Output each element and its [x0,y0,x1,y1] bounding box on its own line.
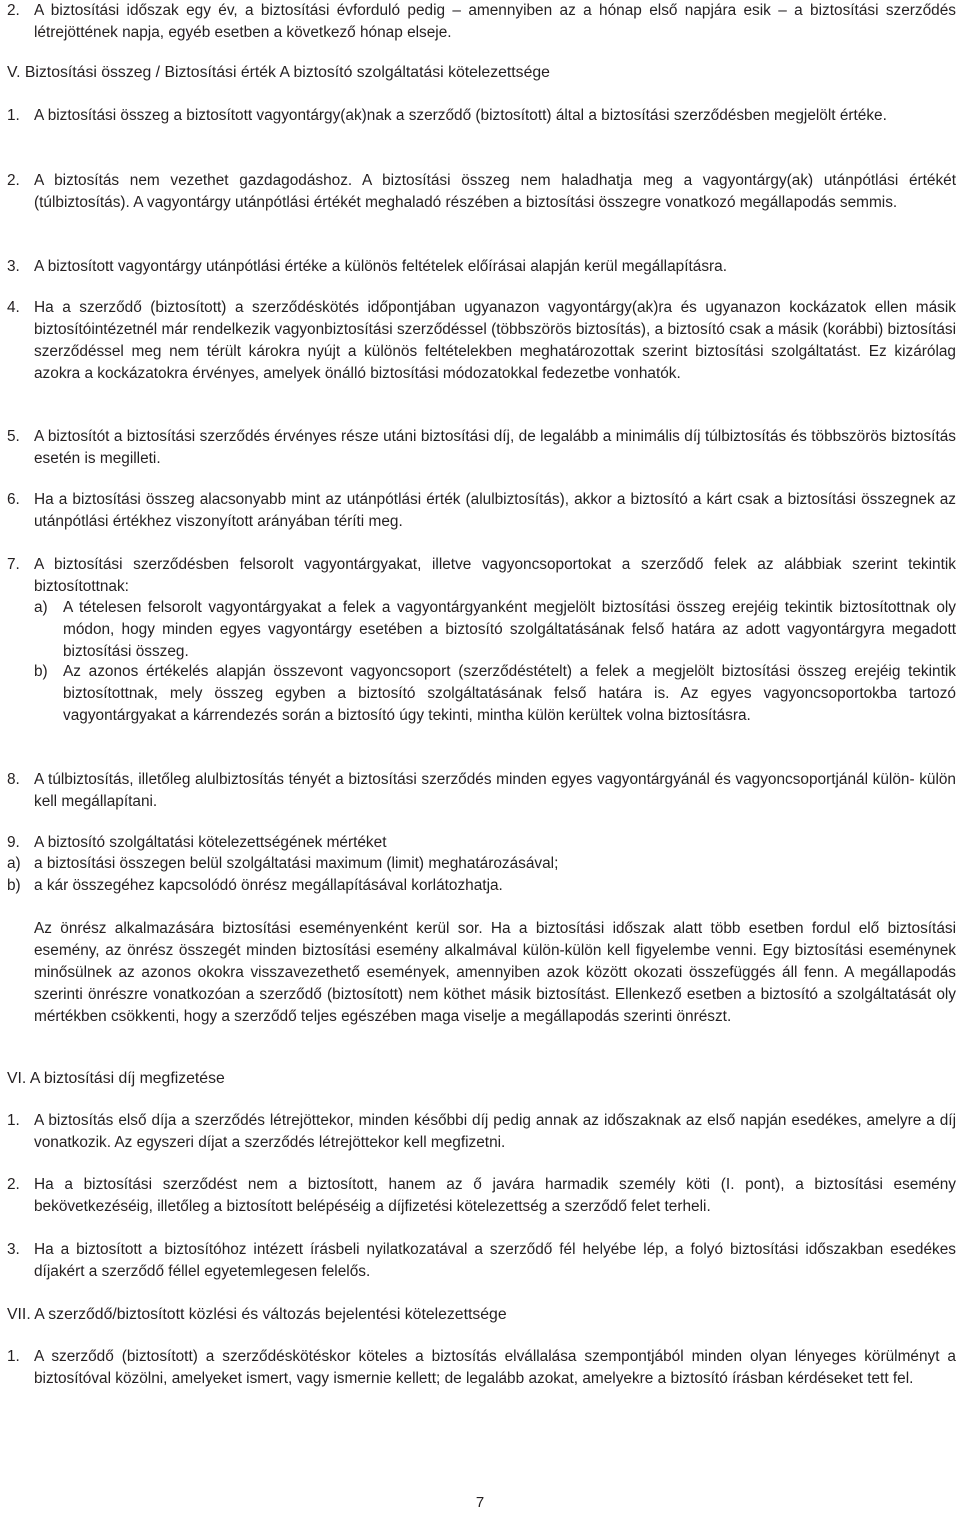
item-text: A biztosítás nem vezethet gazdagodáshoz. A biztosítási összeg nem haladhatja meg a vagyontárgy(ak) utánpótlási értékét (túlbiztosítás). A vagyontárgy utánpótlási értékét meghaladó részében a biztosítási összegre vonatkozó megállapodás semmis. [34,172,956,211]
section-v-item-7a [0,597,960,663]
item-text: Az azonos értékelés alapján összevont vagyoncsoport (szerződéstételt) a felek a megjelölt biztosítási összeg erejéig tekintik biztosítottnak, mely összeg egyben a biztosító szolgáltatásának felső határa is. Az egyes vagyoncsoportokba tartozó vagyontárgyakat a kárrendezés során a biztosító úgy tekinti, mintha külön kerültek volna biztosításra. [63,663,956,724]
item-text: Ha a szerződő (biztosított) a szerződéskötés időpontjában ugyanazon vagyontárgy(ak)ra és ugyanazon kockázatok ellen másik biztosítóintézetnél már rendelkezik vagyonbiztosítási szerződéssel (többszörös biztosítás), a biztosító csak a másik (korábbi) biztosítási szerződéssel meg nem térült károkra nyújt a különös feltételekben meghatározottak szerint biztosítási szolgáltatást. Ez kizárólag azokra a kockázatokra érvényes, amelyek önálló biztosítási módozatokkal fedezetbe vonhatók. [34,299,956,382]
item-number: 3. [7,1241,20,1258]
section-v-item-9 [0,832,960,854]
item-number: 6. [7,491,20,508]
section-vi-item-1 [0,1110,960,1154]
item-number: 1. [7,107,20,124]
item-text: A túlbiztosítás, illetőleg alulbiztosítás tényét a biztosítási szerződés minden egyes vagyontárgyánál és vagyoncsoportjánál külön- külön kell megállapítani. [34,771,956,810]
section-v-deductible-paragraph [0,918,960,1028]
item-number: 8. [7,771,20,788]
item-number: 1. [7,1112,20,1129]
item-text: Ha a biztosítási összeg alacsonyabb mint az utánpótlási érték (alulbiztosítás), akkor a biztosító a kárt csak a biztosítási összegnek az utánpótlási értékhez viszonyított arányában téríti meg. [34,491,956,530]
section-vi-item-3 [0,1239,960,1283]
item-number: 4. [7,299,20,316]
section-vi-item-2 [0,1174,960,1218]
paragraph-text: Az önrész alkalmazására biztosítási eseményenként kerül sor. Ha a biztosítási időszak alatt több esetben fordul elő biztosítási esemény, az önrész összegét minden biztosítási esemény alkalmával külön-külön kell figyelembe venni. Egy biztosítási eseménynek minősülnek az azonos okokra visszavezethető események, amennyiben azok között okozati összefüggés áll fenn. A megállapodás szerinti önrészre vonatkozóan a szerződő (biztosított) nem köthet másik biztosítást. Ellenkező esetben a biztosító a szolgáltatását oly mértékben csökkenti, hogy a szerződő teljes egészében maga viselje a megállapodás szerinti önrészt. [34,920,956,1025]
item-number: 2. [7,172,20,189]
section-v-item-4 [0,297,960,385]
section-v-item-5 [0,426,960,470]
item-number: 1. [7,1348,20,1365]
section-vi-heading [0,1068,960,1090]
item-letter: b) [7,877,21,894]
item-letter: b) [34,663,48,680]
item-text: Ha a biztosítási szerződést nem a biztosított, hanem az ő javára harmadik személy köti (I. pont), a biztosítási esemény bekövetkezéséig, illetőleg a biztosított belépéséig a díjfizetési kötelezettség a szerződő felet terheli. [34,1176,956,1215]
item-text: A biztosítót a biztosítási szerződés érvényes része utáni biztosítási díj, de legalább a minimális díj túlbiztosítás és többszörös biztosítás esetén is megilleti. [34,428,956,467]
item-text: a biztosítási összegen belül szolgáltatási maximum (limit) meghatározásával; [34,855,559,872]
item-number: 5. [7,428,20,445]
item-text: A tételesen felsorolt vagyontárgyakat a felek a vagyontárgyanként megjelölt biztosítási összeg erejéig tekintik biztosítottnak oly módon, hogy minden egyes vagyontárgy esetében a biztosító szolgáltatásának felső határa az adott vagyontárgyra megadott biztosítási összeg. [63,599,956,660]
section-vii-item-1 [0,1346,960,1390]
item-text: A biztosítás első díja a szerződés létrejöttekor, minden későbbi díj pedig annak az időszaknak az első napján esedékes, amelyre a díj vonatkozik. Az egyszeri díjat a szerződés létrejöttekor kell megfizetni. [34,1112,956,1151]
item-text: A biztosítási szerződésben felsorolt vagyontárgyakat, illetve vagyoncsoportokat a szerződő felek az alábbiak szerint tekintik biztosítottnak: [34,556,956,595]
section-v-item-2 [0,170,960,214]
item-letter: a) [7,855,21,872]
item-text: A biztosítási időszak egy év, a biztosítási évforduló pedig – amennyiben az a hónap első napjára esik – a biztosítási szerződés létrejöttének napja, egyéb esetben a következő hónap elseje. [34,2,956,41]
section-v-item-9b [0,875,960,897]
item-letter: a) [34,599,48,616]
item-number: 7. [7,556,20,573]
section-heading: VI. A biztosítási díj megfizetése [7,1070,225,1087]
section-v-item-3 [0,256,960,278]
item-text: A biztosító szolgáltatási kötelezettségének mértéket [34,834,387,851]
section-v-heading [0,62,960,84]
item-text: Ha a biztosított a biztosítóhoz intézett írásbeli nyilatkozatával a szerződő fél helyébe lép, a folyó biztosítási időszakban esedékes díjakért a szerződő féllel egyetemlegesen felelős. [34,1241,956,1280]
intro-item [0,0,960,44]
section-v-item-1 [0,105,960,127]
section-v-item-8 [0,769,960,813]
item-number: 2. [7,1176,20,1193]
item-text: A biztosított vagyontárgy utánpótlási értéke a különös feltételek előírásai alapján kerül megállapításra. [34,258,727,275]
item-number: 9. [7,834,20,851]
section-v-item-9a [0,853,960,875]
item-text: A biztosítási összeg a biztosított vagyontárgy(ak)nak a szerződő (biztosított) által a biztosítási szerződésben megjelölt értéke. [34,107,887,124]
item-number: 2. [7,2,20,19]
page-number: 7 [475,1494,485,1511]
item-number: 3. [7,258,20,275]
section-v-item-6 [0,489,960,533]
section-v-item-7b [0,661,960,727]
section-heading: VII. A szerződő/biztosított közlési és változás bejelentési kötelezettsége [7,1306,507,1323]
section-vii-heading [0,1304,960,1326]
section-heading: V. Biztosítási összeg / Biztosítási érték A biztosító szolgáltatási kötelezettsége [7,64,550,81]
item-text: A szerződő (biztosított) a szerződéskötéskor köteles a biztosítás elvállalása szempontjából minden olyan lényeges körülményt a biztosítóval közölni, amelyeket ismert, vagy ismernie kellett; de legalább azokat, amelyekre a biztosító írásban kérdéseket tett fel. [34,1348,956,1387]
item-text: a kár összegéhez kapcsolódó önrész megállapításával korlátozhatja. [34,877,503,894]
section-v-item-7 [0,554,960,598]
